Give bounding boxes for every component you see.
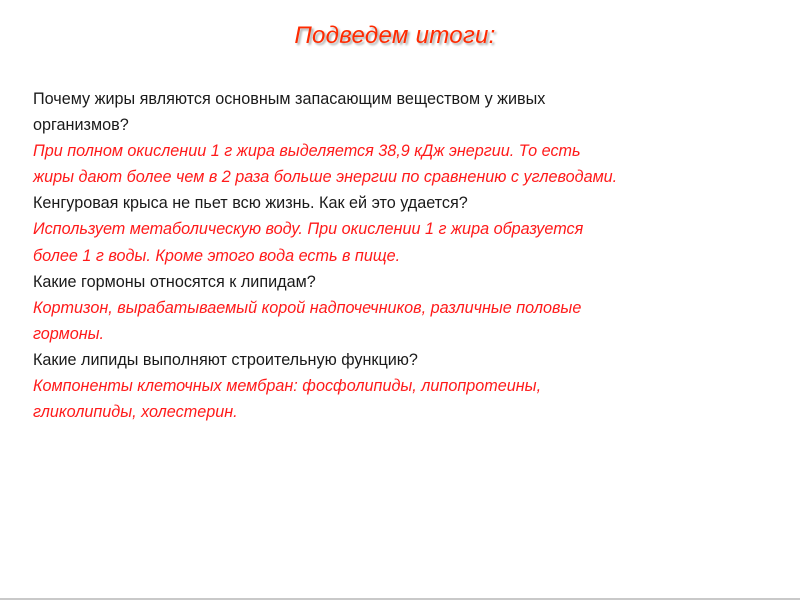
answer-line: Использует метаболическую воду. При окислении 1 г жира образуется — [33, 220, 584, 239]
answer-line: Компоненты клеточных мембран: фосфолипиды, липопротеины, — [33, 377, 542, 396]
answer-line: При полном окислении 1 г жира выделяется 38,9 кДж энергии. То есть — [33, 142, 581, 161]
question-line: Почему жиры являются основным запасающим веществом у живых — [33, 90, 546, 108]
answer-line: Кортизон, вырабатываемый корой надпочечников, различные половые — [33, 298, 582, 317]
answer-line: более 1 г воды. Кроме этого вода есть в пище. — [33, 246, 401, 265]
answer-line: гормоны. — [33, 324, 105, 343]
slide-body — [33, 86, 773, 425]
question-line: Какие гормоны относятся к липидам? — [33, 272, 316, 291]
question-line: Кенгуровая крыса не пьет всю жизнь. Как ей это удается? — [33, 194, 468, 213]
answer-line: жиры дают более чем в 2 раза больше энергии по сравнению с углеводами. — [33, 168, 618, 187]
question-line: организмов? — [33, 116, 129, 135]
answer-line: гликолипиды, холестерин. — [33, 403, 238, 422]
question-line: Какие липиды выполняют строительную функцию? — [33, 350, 418, 369]
slide-title: Подведем итоги: — [294, 22, 496, 49]
